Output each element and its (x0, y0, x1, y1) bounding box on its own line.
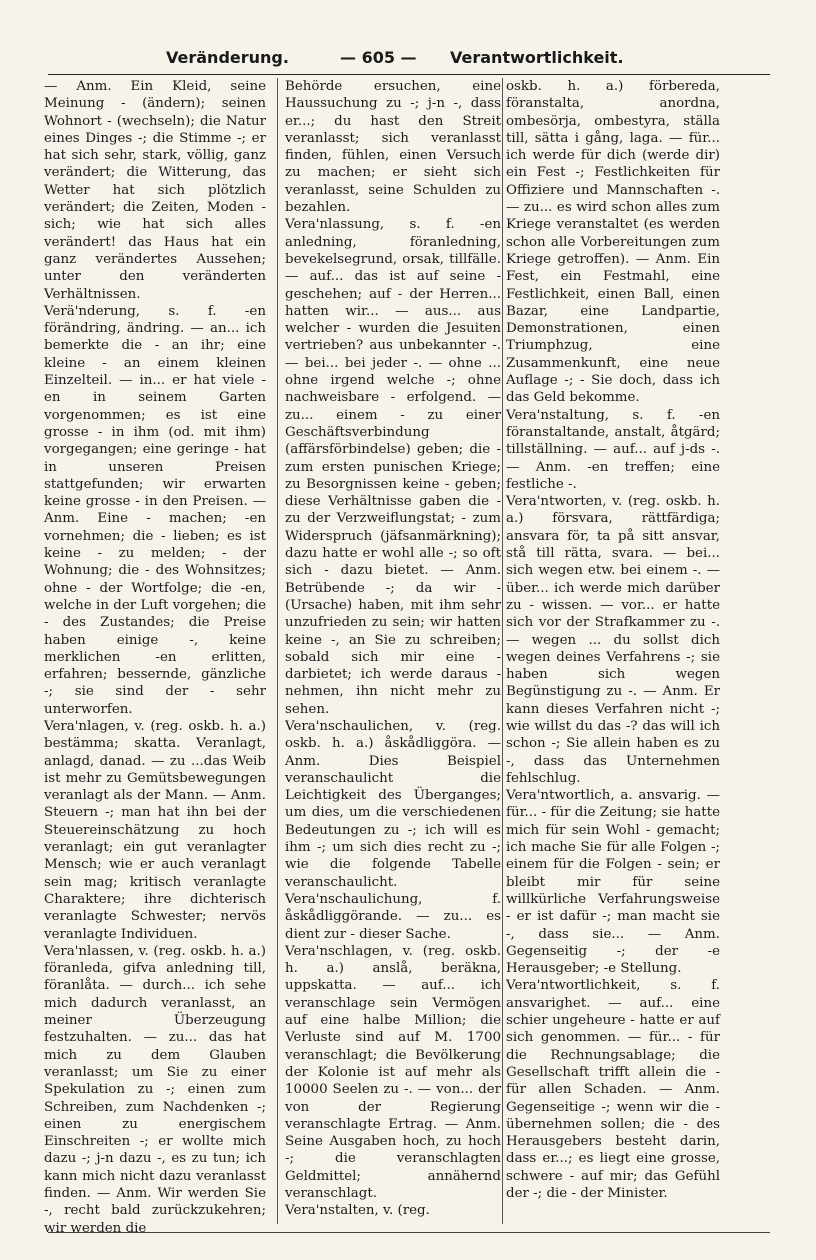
footer-rule (48, 1232, 770, 1233)
entry-paragraph: — Anm. Ein Kleid, seine Meinung - (ändern); seinen Wohnort - (wechseln); die Natur eines Dinges -; die Stimme -; er hat sich sehr, stark, völlig, ganz verändert; die Witterung, das Wetter hat sich plötzlich verändert; die Zeiten, Moden - sich; wie hat sich alles verändert! das Haus hat ein ganz verändertes Aussehen; unter den veränderten Verhältnissen. (44, 79, 266, 302)
entry-paragraph: Vera'nschaulichung, f. åskådliggörande. — zu... es dient zur - dieser Sache. (285, 891, 501, 942)
entry-paragraph: Vera'ntwortlich, a. ansvarig. — für... - für die Zeitung; sie hatte mich für sein Wohl - gemacht; ich mache Sie für alle Folgen -; einem für die Folgen - sein; er bleibt mir für seine willkürliche Verfahrungsweise - er ist dafür -; man macht sie -, dass sie... — Anm. Gegenseitig -; der -e Herausgeber; -e Stellung. (506, 788, 720, 977)
entry-paragraph: Behörde ersuchen, eine Haussuchung zu -; j-n -, dass er...; du hast den Streit veranlasst; sich veranlasst finden, fühlen, einen Versuch zu machen; er sieht sich veranlasst, seine Schulden zu bezahlen. (285, 79, 501, 216)
entry-paragraph: Vera'nstaltung, s. f. -en föranstaltande, anstalt, åtgärd; tillställning. — auf... auf j-ds -. — Anm. -en treffen; eine festliche -. (506, 407, 720, 492)
entry-paragraph: Vera'nlassen, v. (reg. oskb. h. a.) föranleda, gifva anledning till, föranlåta. — durch... ich sehe mich dadurch veranlasst, an meiner Überzeugung festzuhalten. — zu... das hat mich zu dem Glauben veranlasst; um Sie zu einer Spekulation zu -; einen zum Schreiben, zum Nachdenken -; einen zu energischem Einschreiten -; er wollte mich dazu -; j-n dazu -, es zu tun; ich kann mich nicht dazu veranlasst finden. — Anm. Wir werden Sie -, recht bald zurückzukehren; wir werden die (44, 943, 266, 1236)
entry-paragraph: Vera'ntwortlichkeit, s. f. ansvarighet. — auf... eine schier ungeheure - hatte er auf sich genommen. — für... - für die Rechnungsablage; die Gesellschaft trifft allein die - für allen Schaden. — Anm. Gegenseitige -; wenn wir die - übernehmen sollen; die - des Herausgebers besteht darin, dass er...; es liegt eine grosse, schwere - auf mir; das Gefühl der -; die - der Minister. (506, 978, 720, 1201)
entry-paragraph: Verä'nderung, s. f. -en förändring, ändring. — an... ich bemerkte die - an ihr; eine kleine - an einem kleinen Einzelteil. — in... er hat viele -en in seinem Garten vorgenommen; es ist eine grosse - in ihm (od. mit ihm) vorgegangen; eine geringe - hat in unseren Preisen stattgefunden; wir erwarten keine grosse - in den Preisen. — Anm. Eine - machen; -en vornehmen; die - lieben; es ist keine - zu melden; - der Wohnung; die - des Wohnsitzes; ohne - der Wortfolge; die -en, welche in der Luft vorgehen; die - des Zustandes; die Preise haben einige -, keine merklichen -en erlitten, erfahren; bessernde, gänzliche -; sie sind der - sehr unterworfen. (44, 303, 266, 717)
entry-paragraph: Vera'nschaulichen, v. (reg. oskb. h. a.) åskådliggöra. — Anm. Dies Beispiel veranschaulicht die Leichtigkeit des Überganges; um dies, um die verschiedenen Bedeutungen zu -; ich will es ihm -; um sich dies recht zu -; wie die folgende Tabelle veranschaulicht. (285, 718, 501, 890)
entry-paragraph: oskb. h. a.) förbereda, föranstalta, anordna, ombesörja, ombestyra, ställa till, sätta i gång, laga. — für... ich werde für dich (werde dir) ein Fest -; Festlichkeiten für Offiziere und Mannschaften -. — zu... es wird schon alles zum Kriege veranstaltet (es werden schon alle Vorbereitungen zum Kriege getroffen). — Anm. Ein Fest, ein Festmahl, eine Festlichkeit, einen Ball, einen Bazar, eine Landpartie, Demonstrationen, einen Triumphzug, eine Zusammenkunft, eine neue Auflage -; - Sie doch, dass ich das Geld bekomme. (506, 79, 720, 406)
header-right-guideword: Verantwortlichkeit. (450, 48, 624, 67)
entry-paragraph: Vera'nstalten, v. (reg. (285, 1203, 430, 1219)
entry-paragraph: Vera'nlagen, v. (reg. oskb. h. a.) bestämma; skatta. Veranlagt, anlagd, danad. — zu ...das Weib ist mehr zu Gemütsbewegungen veranlagt als der Mann. — Anm. Steuern -; man hat ihn bei der Steuereinschätzung zu hoch veranlagt; ein gut veranlagter Mensch; wie er auch veranlagt sein mag; kritisch veranlagte Charaktere; ihre dichterisch veranlagte Schwester; nervös veranlagte Individuen. (44, 718, 266, 942)
column-3 (506, 78, 720, 1228)
column-2 (285, 78, 501, 1228)
entry-paragraph: Vera'nlassung, s. f. -en anledning, föranledning, bevekelsegrund, orsak, tillfälle. — auf... das ist auf seine - geschehen; auf - der Herren... hatten wir... — aus... aus welcher - wurden die Jesuiten vertrieben? aus unbekannter -. — bei... bei jeder -. — ohne ... ohne irgend welche -; ohne nachweisbare - erfolgend. — zu... einem - zu einer Geschäftsverbindung (affärsförbindelse) geben; die - zum ersten punischen Kriege; zu Besorgnissen keine - geben; diese Verhältnisse gaben die - zu der Verzweiflungstat; - zum Widerspruch (jäfsanmärkning); dazu hatte er wohl alle -; so oft sich - dazu bietet. — Anm. Betrübende -; da wir - (Ursache) haben, mit ihm sehr unzufrieden zu sein; wir hatten keine -, an Sie zu schreiben; sobald sich mir eine - darbietet; ich werde daraus - nehmen, ihn nicht mehr zu sehen. (285, 217, 501, 717)
dictionary-page (38, 44, 780, 1234)
entry-paragraph: Vera'nschlagen, v. (reg. oskb. h. a.) anslå, beräkna, uppskatta. — auf... ich veranschlage sein Vermögen auf eine halbe Million; die Verluste sind auf M. 1700 veranschlagt; die Bevölkerung der Kolonie ist auf mehr als 10000 Seelen zu -. — von... der von der Regierung veranschlagte Ertrag. — Anm. Seine Ausgaben hoch, zu hoch -; die veranschlagten Geldmittel; annähernd veranschlagt. (285, 943, 501, 1201)
column-1 (44, 78, 266, 1236)
entry-paragraph: Vera'ntworten, v. (reg. oskb. h. a.) försvara, rättfärdiga; ansvara för, ta på sitt ansvar, stå till rätta, svara. — bei... sich wegen etw. bei einem -. — über... ich werde mich darüber zu - wissen. — vor... er hatte sich vor der Strafkammer zu -. — wegen ... du sollst dich wegen deines Verfahrens -; sie haben sich wegen Begünstigung zu -. — Anm. Er kann dieses Verfahren nicht -; wie willst du das -? das will ich schon -; Sie allein haben es zu -, dass das Unternehmen fehlschlug. (506, 494, 720, 786)
header-rule (48, 74, 770, 75)
column-divider (277, 78, 278, 1224)
page-header (38, 44, 780, 74)
column-divider (502, 78, 503, 1224)
header-left-guideword: Veränderung. (166, 48, 289, 67)
page-number: — 605 — (340, 48, 417, 67)
